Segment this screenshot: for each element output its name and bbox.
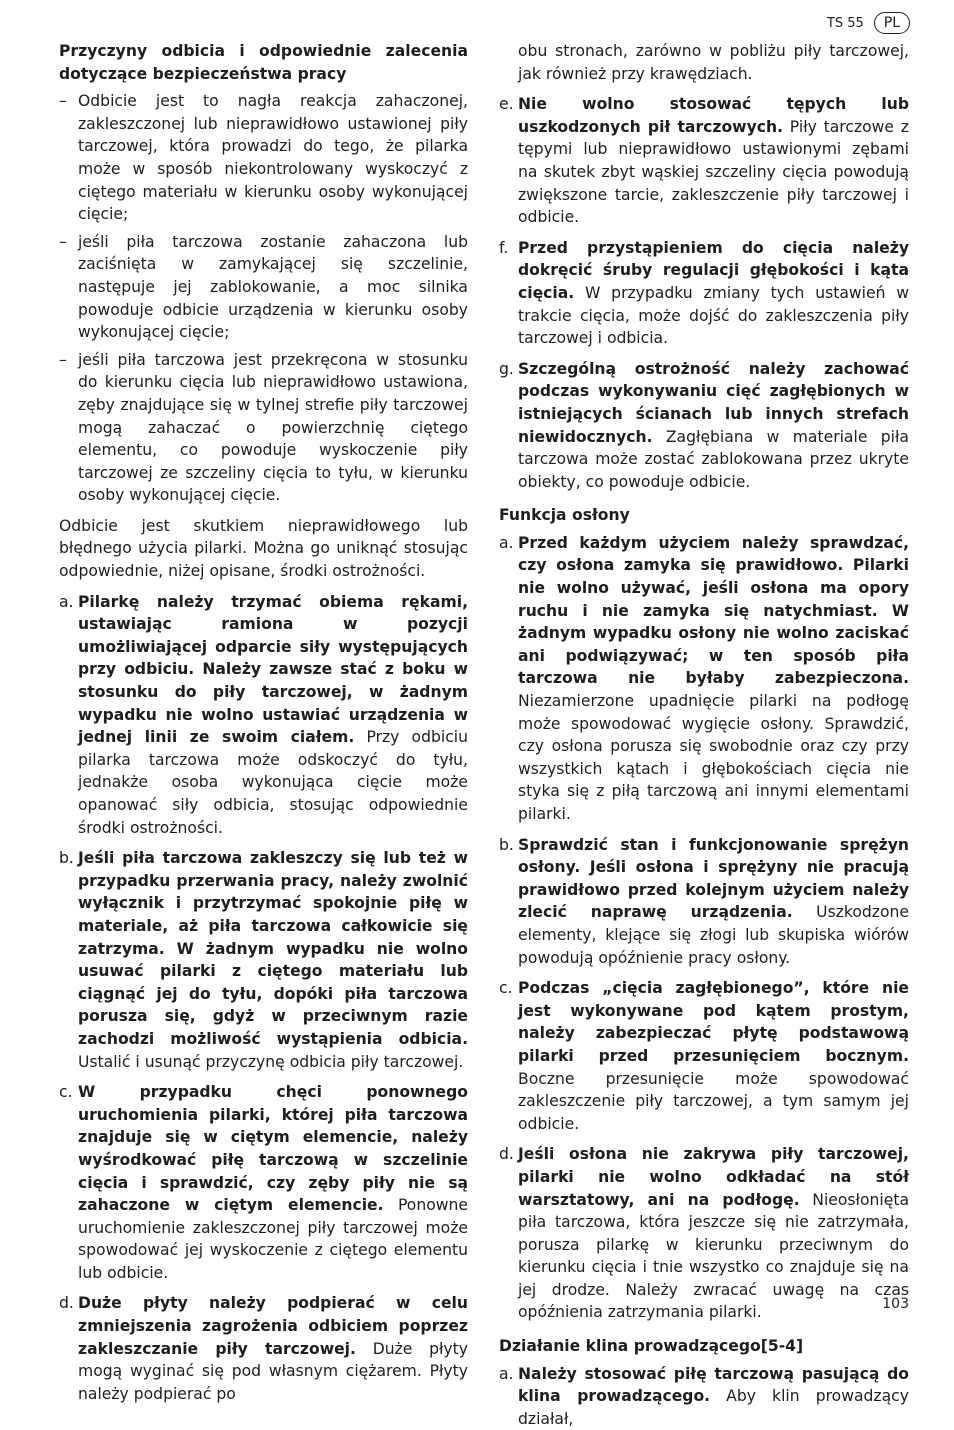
item-bold-text: Szczególną ostrożność należy zachować podczas wykonywaniu cięć zagłębionych w istniejących ścianach lub innych strefach niewidocznych. [518,359,909,446]
item-bold-text: Jeśli piła tarczowa zakleszczy się lub też w przypadku przerwania pracy, należy zwolnić wyłącznik i przytrzymać spokojnie piłę w materiale, aż piła tarczowa całkowicie się zatrzyma. W żadnym wypadku nie wolno usuwać pilarki z ciętego materiału lub ciągnąć jej do tyłu, dopóki piła tarczowa porusza się, gdyż w przeciwnym razie zachodzi możliwość wystąpienia odbicia. [78,849,468,1048]
intro-paragraph: Odbicie jest skutkiem nieprawidłowego lub błędnego użycia pilarki. Można go uniknąć stosując odpowiednie, niżej opisane, środki ostrożności. [59,516,468,581]
dash-text: Odbicie jest to nagła reakcja zahaczonej, zakleszczonej lub nieprawidłowo ustawionej piły tarczowej, która prowadzi do tego, że pilarka może w sposób niekontrolowany wyskoczyć z ciętego materiału w kierunku osoby wykonującej cięcie; [78,92,468,224]
left-column [59,40,468,1405]
item-bold-text: Jeśli osłona nie zakrywa piły tarczowej, pilarki nie wolno odkładać na stół warsztatowy, ani na podłogę. [518,1145,909,1209]
item-letter: f. [499,238,509,257]
section-heading-guard: Funkcja osłony [499,506,630,525]
item-bold-text: Duże płyty należy podpierać w celu zmniejszenia zagrożenia odbiciem poprzez zakleszczanie piły tarczowej. [78,1294,468,1358]
list-item [499,237,909,350]
item-text: Duże płyty mogą wyginać się pod własnym ciężarem. Płyty należy podpierać po [78,1339,468,1403]
item-text: Nieosłonięta piła tarczowa, która jeszcze się nie zatrzymała, porusza pilarkę w kierunku przeciwnym do kierunku cięcia i tnie wszystko co znajduje się na jej drodze. Należy zwracać uwagę na czas opóźnienia zatrzymania pilarki. [518,1190,909,1322]
item-text: Przy odbiciu pilarka tarczowa może odskoczyć do tyłu, jednakże osoba wykonująca cięcie może opanować siły odbicia, stosując odpowiednie środki ostrożności. [78,728,468,837]
list-item [59,847,468,1073]
dash-item [59,349,468,507]
item-text: Niezamierzone upadnięcie pilarki na podłogę może spowodować wygięcie osłony. Sprawdzić, czy osłona porusza się swobodnie oraz czy przy wszystkich kątach i głębokościach cięcia nie styka się z piłą tarczową ani innymi elementami pilarki. [518,692,909,823]
item-letter: d. [59,1294,74,1313]
item-text: Boczne przesunięcie może spowodować zakleszczenie piły tarczowej, a tym samym jej odbicie. [518,1069,909,1133]
item-bold-text: Podczas „cięcia zagłębionego”, które nie jest wykonywane pod kątem prostym, należy zabezpieczać płytę podstawową pilarki przed przesunięciem bocznym. [518,979,909,1065]
list-item [499,834,909,970]
list-item [499,1143,909,1324]
item-letter: e. [499,95,514,114]
language-badge: PL [874,12,910,34]
item-text: W przypadku zmiany tych ustawień w trakcie cięcia, może dojść do zakleszczenia piły tarczowej i odbicia. [518,283,909,348]
item-text: Zagłębiana w materiale piła tarczowa może zostać zablokowana przez ukryte obiekty, co powoduje odbicie. [518,427,909,491]
list-item [499,358,909,494]
item-text: Piły tarczowe z tępymi lub nieprawidłowo ustawionymi zębami na skutek zbyt wąskiej szczeliny cięcia powodują zwiększone tarcie, zakleszczenie piły tarczowej i odbicie. [518,117,909,227]
item-letter: a. [499,1364,514,1383]
item-text: Ustalić i usunąć przyczynę odbicia piły tarczowej. [78,1052,464,1071]
page-number: 103 [882,1296,909,1312]
item-bold-text: Pilarkę należy trzymać obiema rękami, ustawiając ramiona w pozycji umożliwiającej odparcie siły występujących przy odbiciu. Należy zawsze stać z boku w stosunku do piły tarczowej, w żadnym wypadku nie wolno ustawiać urządzenia w jednej linii ze swoim ciałem. [78,592,468,747]
item-letter: a. [499,533,514,552]
item-text: Ponowne uruchomienie zakleszczonej piły tarczowej może spowodować jej wyskoczenie z ciętego elementu lub odbicie. [78,1196,469,1282]
dash-marker: – [59,232,67,251]
page-header [827,12,910,34]
item-letter: c. [499,979,513,998]
item-bold-text: Należy stosować piłę tarczową pasującą do klina prowadzącego. [518,1364,909,1406]
dash-marker: – [59,92,67,111]
list-item [499,1363,909,1430]
section-heading-riving-knife: Działanie klina prowadzącego[5-4] [499,1337,804,1356]
item-text: Aby klin prowadzący działał, [518,1387,909,1428]
dash-item [59,231,468,344]
item-letter: b. [499,835,514,854]
list-item [59,1292,468,1405]
dash-text: jeśli piła tarczowa jest przekręcona w stosunku do kierunku cięcia lub nieprawidłowo ustawiona, zęby znajdujące się w tylnej strefie piły tarczowej mogą zahaczać o powierzchnię ciętego elementu, co powoduje wyskoczenie piły tarczowej ze szczeliny cięcia to tyłu, w kierunku osoby wykonującej cięcie. [78,350,468,505]
continuation-text: obu stronach, zarówno w pobliżu piły tarczowej, jak również przy krawędziach. [518,42,909,83]
section-heading-kickback: Przyczyny odbicia i odpowiednie zalecenia dotyczące bezpieczeństwa pracy [59,42,468,83]
model-label: TS 55 [826,15,864,31]
list-item [499,977,909,1135]
list-item [499,532,909,826]
dash-item [59,90,468,226]
list-item [59,591,468,840]
list-item [59,1081,468,1284]
item-letter: b. [59,849,74,868]
right-column [499,40,909,1430]
dash-marker: – [59,350,67,369]
item-bold-text: Nie wolno stosować tępych lub uszkodzonych pił tarczowych. [518,95,909,136]
item-bold-text: Sprawdzić stan i funkcjonowanie sprężyn osłony. Jeśli osłona i sprężyny nie pracują prawidłowo przed kolejnym użyciem należy zlecić naprawę urządzenia. [518,835,909,922]
item-bold-text: Przed przystąpieniem do cięcia należy dokręcić śruby regulacji głębokości i kąta cięcia. [518,238,909,302]
item-letter: g. [499,359,514,378]
item-letter: a. [59,592,74,611]
item-letter: c. [59,1083,73,1102]
item-bold-text: W przypadku chęci ponownego uruchomienia pilarki, której piła tarczowa znajduje się w ciętym elemencie, należy wyśrodkować piłę tarczową w szczelinie cięcia i sprawdzić, czy zęby piły nie są zahaczone w ciętym elemencie. [78,1083,468,1215]
item-text: Uszkodzone elementy, klejące się złogi lub skupiska wiórów powodują opóźnienie pracy osłony. [518,903,909,967]
dash-text: jeśli piła tarczowa zostanie zahaczona lub zaciśnięta w zamykającej się szczelinie, następuje jej zablokowanie, a moc silnika powoduje odbicie urządzenia w kierunku osoby wykonującej cięcie; [78,232,468,342]
item-letter: d. [499,1145,514,1164]
item-bold-text: Przed każdym użyciem należy sprawdzać, czy osłona zamyka się prawidłowo. Pilarki nie wolno używać, jeśli osłona ma opory ruchu i nie zamyka się natychmiast. W żadnym wypadku osłony nie wolno zaciskać ani podwiązywać; w ten sposób piła tarczowa nie byłaby zabezpieczona. [518,533,909,688]
list-item [499,93,909,229]
